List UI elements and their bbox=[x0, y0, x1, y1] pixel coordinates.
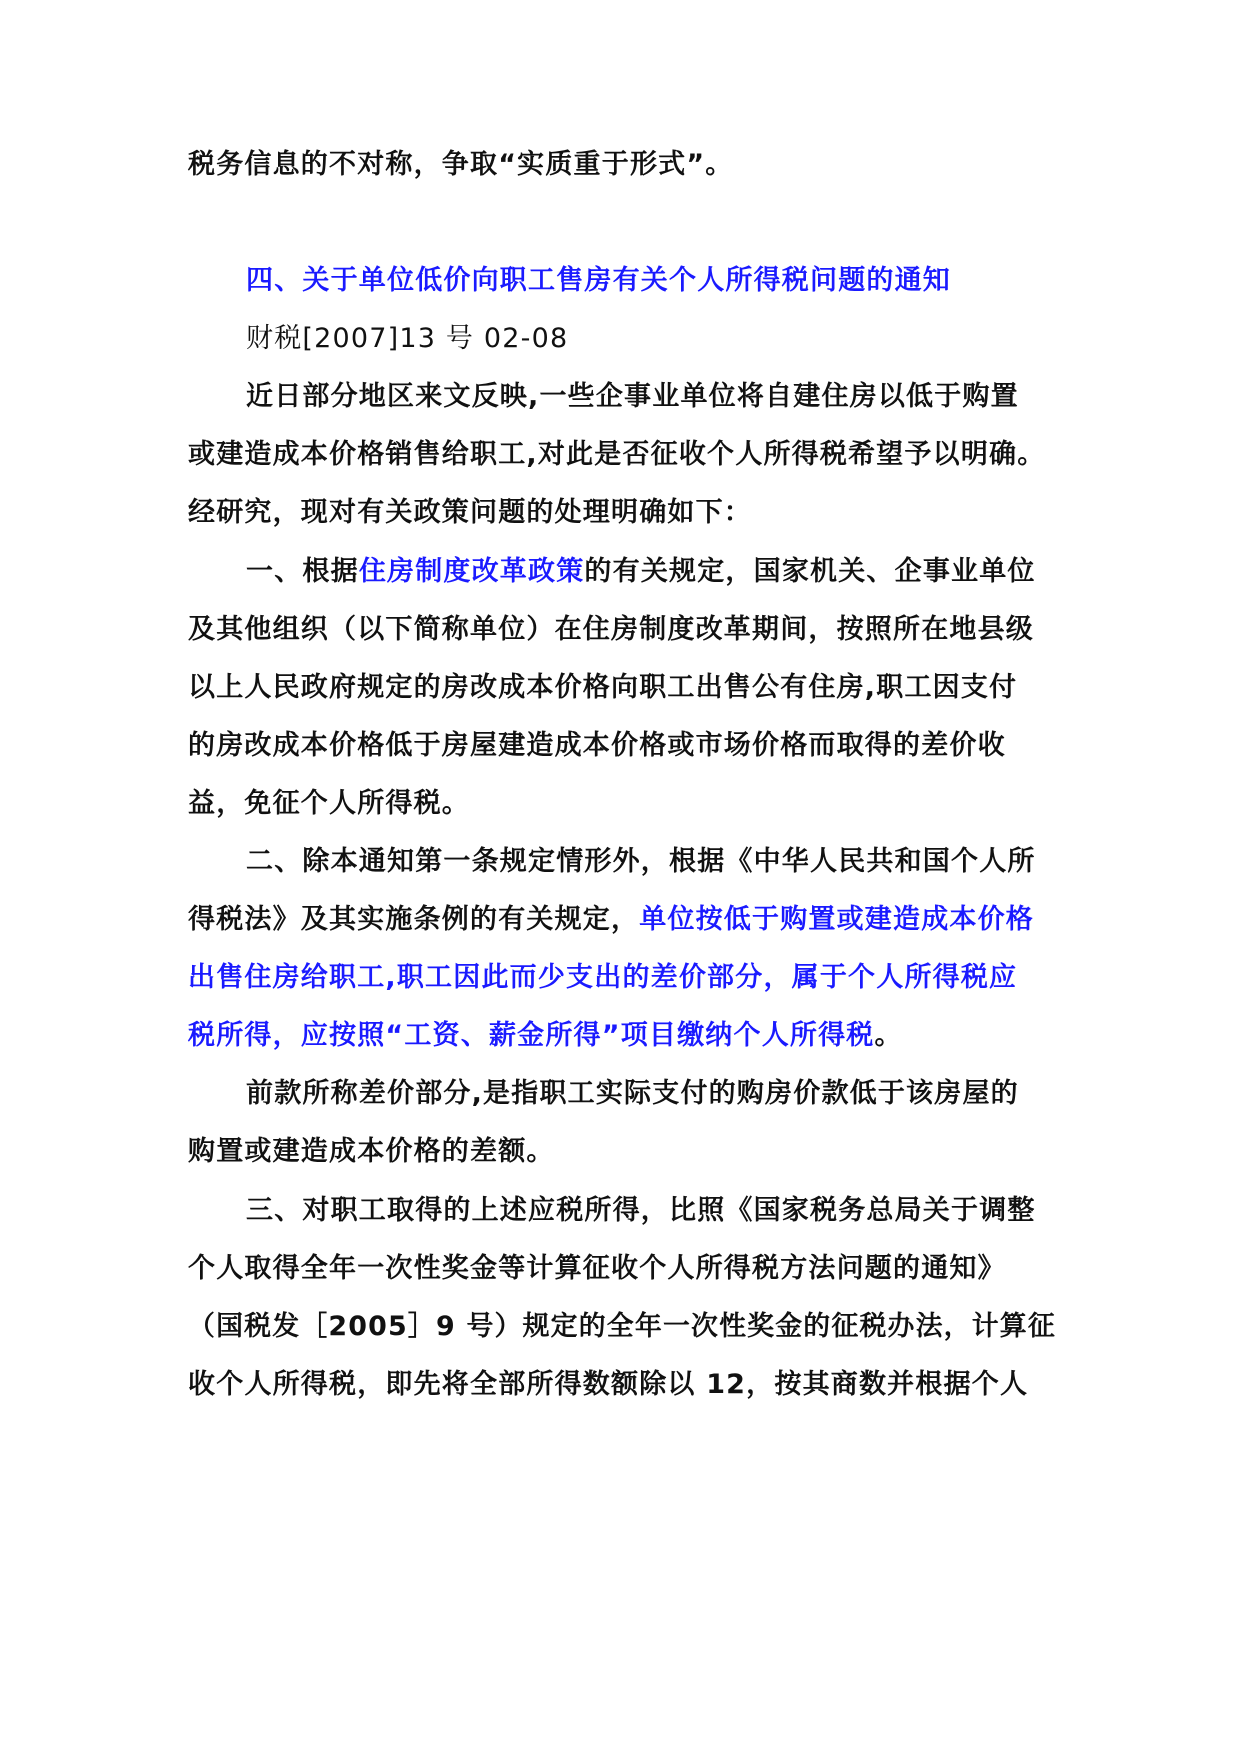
text-span: 税务信息的不对称，争取“实质重于形式”。 bbox=[188, 149, 734, 180]
text-span: 个人取得全年一次性奖金等计算征收个人所得税方法问题的通知》 bbox=[188, 1253, 1006, 1284]
text-span: 的有关规定，国家机关、企事业单位 bbox=[584, 556, 1036, 587]
paragraph-line bbox=[188, 1019, 903, 1053]
paragraph-line bbox=[246, 1194, 1036, 1228]
document-reference bbox=[246, 322, 568, 356]
text-span: 前款所称差价部分,是指职工实际支付的购房价款低于该房屋的 bbox=[246, 1078, 1019, 1109]
paragraph-line bbox=[188, 729, 1006, 763]
paragraph-line bbox=[188, 1252, 1006, 1286]
paragraph-line bbox=[188, 438, 1045, 472]
highlighted-text: 税所得，应按照“工资、薪金所得”项目缴纳个人所得税 bbox=[188, 1020, 875, 1051]
paragraph-line bbox=[188, 1310, 1056, 1344]
text-span: 及其他组织（以下简称单位）在住房制度改革期间，按照所在地县级 bbox=[188, 614, 1034, 645]
text-span: （国税发［2005］9 号）规定的全年一次性奖金的征税办法，计算征 bbox=[188, 1311, 1056, 1342]
paragraph-line bbox=[188, 787, 470, 821]
section-heading[interactable] bbox=[246, 264, 951, 298]
paragraph-line bbox=[246, 380, 1019, 414]
paragraph-line bbox=[188, 961, 1017, 995]
text-span: 得税法》及其实施条例的有关规定， bbox=[188, 904, 640, 935]
text-span: 三、对职工取得的上述应税所得，比照《国家税务总局关于调整 bbox=[246, 1195, 1036, 1226]
paragraph-line bbox=[188, 148, 734, 182]
paragraph-line bbox=[188, 671, 1017, 705]
text-span: 近日部分地区来文反映,一些企事业单位将自建住房以低于购置 bbox=[246, 381, 1019, 412]
text-span: 经研究，现对有关政策问题的处理明确如下： bbox=[188, 497, 752, 528]
paragraph-line bbox=[246, 555, 1036, 589]
highlighted-text: 单位按低于购置或建造成本价格 bbox=[639, 904, 1035, 935]
text-span: 的房改成本价格低于房屋建造成本价格或市场价格而取得的差价收 bbox=[188, 730, 1006, 761]
paragraph-line bbox=[188, 903, 1034, 937]
text-span: 收个人所得税，即先将全部所得数额除以 12，按其商数并根据个人 bbox=[188, 1369, 1029, 1400]
reference-text: 财税[2007]13 号 02-08 bbox=[246, 323, 569, 354]
housing-reform-policy-link[interactable]: 住房制度改革政策 bbox=[358, 556, 585, 587]
paragraph-line bbox=[246, 1077, 1019, 1111]
text-span: 。 bbox=[874, 1020, 903, 1051]
text-span: 以上人民政府规定的房改成本价格向职工出售公有住房,职工因支付 bbox=[188, 672, 1018, 703]
text-span: 购置或建造成本价格的差额。 bbox=[188, 1136, 555, 1167]
heading-link-text[interactable]: 四、关于单位低价向职工售房有关个人所得税问题的通知 bbox=[246, 265, 951, 296]
paragraph-line bbox=[188, 613, 1034, 647]
paragraph-line bbox=[188, 1368, 1028, 1402]
highlighted-text: 出售住房给职工,职工因此而少支出的差价部分，属于个人所得税应 bbox=[188, 962, 1018, 993]
paragraph-line bbox=[188, 1135, 555, 1169]
text-span: 二、除本通知第一条规定情形外，根据《中华人民共和国个人所 bbox=[246, 846, 1036, 877]
paragraph-line bbox=[246, 845, 1036, 879]
paragraph-line bbox=[188, 496, 752, 530]
text-span: 或建造成本价格销售给职工,对此是否征收个人所得税希望予以明确。 bbox=[188, 439, 1046, 470]
text-span: 一、根据 bbox=[246, 556, 359, 587]
text-span: 益，免征个人所得税。 bbox=[188, 788, 470, 819]
